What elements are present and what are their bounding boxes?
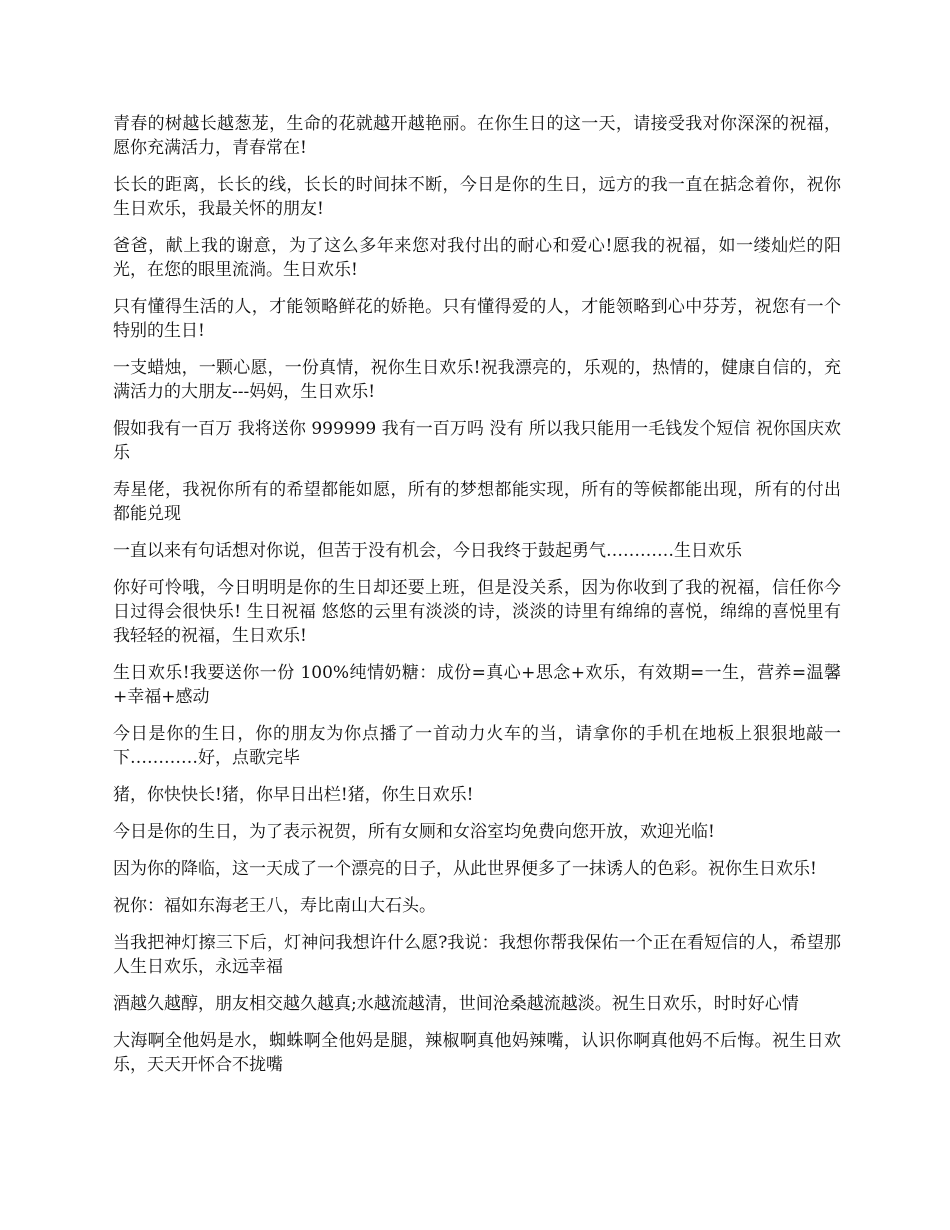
paragraph: 酒越久越醇，朋友相交越久越真;水越流越清，世间沧桑越流越淡。祝生日欢乐，时时好心情 bbox=[113, 994, 799, 1014]
paragraph: 长长的距离，长长的线，长长的时间抹不断，今日是你的生日，远方的我一直在掂念着你，祝你生日欢乐，我最关怀的朋友! bbox=[113, 175, 841, 219]
paragraph: 今日是你的生日，你的朋友为你点播了一首动力火车的当，请拿你的手机在地板上狠狠地敲一下…………好，点歌完毕 bbox=[113, 724, 841, 768]
paragraph: 生日欢乐!我要送你一份 100%纯情奶糖：成份=真心+思念+欢乐，有效期=一生，营养=温馨+幸福+感动 bbox=[113, 663, 841, 707]
paragraph: 爸爸，献上我的谢意，为了这么多年来您对我付出的耐心和爱心!愿我的祝福，如一缕灿烂的阳光，在您的眼里流淌。生日欢乐! bbox=[113, 236, 841, 280]
paragraph: 青春的树越长越葱茏，生命的花就越开越艳丽。在你生日的这一天，请接受我对你深深的祝福，愿你充满活力，青春常在! bbox=[113, 114, 841, 158]
paragraph: 寿星佬，我祝你所有的希望都能如愿，所有的梦想都能实现，所有的等候都能出现，所有的付出都能兑现 bbox=[113, 480, 841, 524]
document-body bbox=[113, 112, 841, 1090]
paragraph: 猪，你快快长!猪，你早日出栏!猪，你生日欢乐! bbox=[113, 785, 474, 805]
paragraph: 一支蜡烛，一颗心愿，一份真情，祝你生日欢乐!祝我漂亮的，乐观的，热情的，健康自信的，充满活力的大朋友---妈妈，生日欢乐! bbox=[113, 358, 841, 402]
paragraph: 今日是你的生日，为了表示祝贺，所有女厕和女浴室均免费向您开放，欢迎光临! bbox=[113, 822, 715, 842]
paragraph: 只有懂得生活的人，才能领略鲜花的娇艳。只有懂得爱的人，才能领略到心中芬芳，祝您有一个特别的生日! bbox=[113, 297, 841, 341]
paragraph: 当我把神灯擦三下后，灯神问我想许什么愿?我说：我想你帮我保佑一个正在看短信的人，希望那人生日欢乐，永远幸福 bbox=[113, 933, 841, 977]
paragraph: 因为你的降临，这一天成了一个漂亮的日子，从此世界便多了一抹诱人的色彩。祝你生日欢乐! bbox=[113, 859, 817, 879]
paragraph: 你好可怜哦，今日明明是你的生日却还要上班，但是没关系，因为你收到了我的祝福，信任你今日过得会很快乐! 生日祝福 悠悠的云里有淡淡的诗，淡淡的诗里有绵绵的喜悦，绵绵的喜悦里有我轻轻的祝福，生日欢乐! bbox=[113, 578, 841, 646]
paragraph: 大海啊全他妈是水，蜘蛛啊全他妈是腿，辣椒啊真他妈辣嘴，认识你啊真他妈不后悔。祝生日欢乐，天天开怀合不拢嘴 bbox=[113, 1031, 841, 1075]
paragraph: 假如我有一百万 我将送你 999999 我有一百万吗 没有 所以我只能用一毛钱发个短信 祝你国庆欢乐 bbox=[113, 419, 841, 463]
paragraph: 祝你：福如东海老王八，寿比南山大石头。 bbox=[113, 896, 436, 916]
paragraph: 一直以来有句话想对你说，但苦于没有机会，今日我终于鼓起勇气…………生日欢乐 bbox=[113, 541, 742, 561]
